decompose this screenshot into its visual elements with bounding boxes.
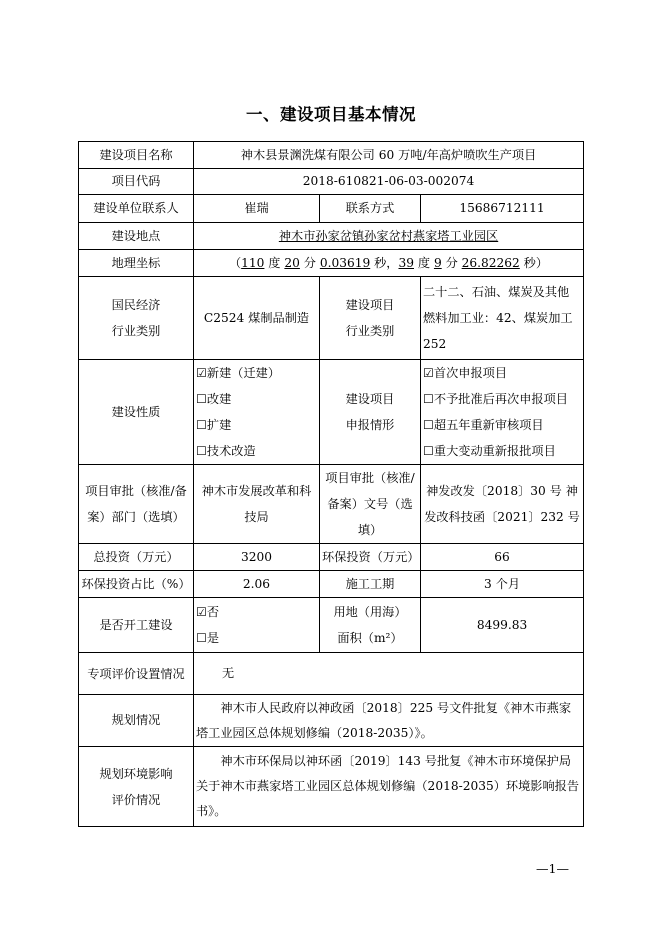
planning-eia-value: 神木市环保局以神环函〔2019〕143 号批复《神木市环境保护局关于神木市燕家塔工业园区总体规划修编（2018-2035）环境影响报告书》。 xyxy=(194,747,584,827)
contact-name: 崔瑞 xyxy=(194,195,320,223)
table-row xyxy=(79,571,584,598)
contact-method-label: 联系方式 xyxy=(320,195,421,223)
checkbox-not-started[interactable]: ☑否 xyxy=(196,605,220,619)
page-title: 一、建设项目基本情况 xyxy=(246,105,416,124)
location-value: 神木市孙家岔镇孙家岔村燕家塔工业园区 xyxy=(194,223,584,250)
checkbox-redeclare[interactable]: ☐不予批准后再次申报项目 xyxy=(423,392,568,406)
industry-category-value: 二十二、石油、煤炭及其他燃料加工业：42、煤炭加工 252 xyxy=(421,277,584,360)
coordinates-label: 地理坐标 xyxy=(79,250,194,277)
contact-label: 建设单位联系人 xyxy=(79,195,194,223)
checkbox-started[interactable]: ☐是 xyxy=(196,631,220,645)
table-row xyxy=(79,169,584,195)
table-row xyxy=(79,465,584,544)
total-investment-label: 总投资（万元） xyxy=(79,544,194,571)
table-row xyxy=(79,223,584,250)
nature-label: 建设性质 xyxy=(79,360,194,465)
planning-label: 规划情况 xyxy=(79,695,194,747)
approval-doc-value: 神发改发〔2018〕30 号 神发改科技函〔2021〕232 号 xyxy=(421,465,584,544)
project-name-label: 建设项目名称 xyxy=(79,142,194,169)
project-name-value: 神木县景渊洗煤有限公司 60 万吨/年高炉喷吹生产项目 xyxy=(194,142,584,169)
industry-label: 国民经济 行业类别 xyxy=(79,277,194,360)
checkbox-tech-upgrade[interactable]: ☐技术改造 xyxy=(196,444,256,458)
contact-phone: 15686712111 xyxy=(421,195,584,223)
env-ratio-label: 环保投资占比（%） xyxy=(79,571,194,598)
approval-doc-label: 项目审批（核准/备案）文号（选填） xyxy=(320,465,421,544)
construction-period-label: 施工工期 xyxy=(320,571,421,598)
page-number: —1— xyxy=(536,861,569,876)
checkbox-new[interactable]: ☑新建（迁建） xyxy=(196,366,281,380)
table-row xyxy=(79,195,584,223)
started-label: 是否开工建设 xyxy=(79,598,194,653)
checkbox-rebuild[interactable]: ☐改建 xyxy=(196,392,232,406)
coordinates-value: （110 度 20 分 0.03619 秒，39 度 9 分 26.82262 秒） xyxy=(194,250,584,277)
table-row xyxy=(79,598,584,653)
construction-period-value: 3 个月 xyxy=(421,571,584,598)
table-row xyxy=(79,747,584,827)
table-row xyxy=(79,142,584,169)
table-row xyxy=(79,653,584,695)
table-row xyxy=(79,360,584,465)
project-code-label: 项目代码 xyxy=(79,169,194,195)
total-investment-value: 3200 xyxy=(194,544,320,571)
declare-label: 建设项目 申报情形 xyxy=(320,360,421,465)
approval-dept-value: 神木市发展改革和科技局 xyxy=(194,465,320,544)
industry-category-label: 建设项目 行业类别 xyxy=(320,277,421,360)
planning-eia-label: 规划环境影响 评价情况 xyxy=(79,747,194,827)
nature-options xyxy=(194,360,320,465)
table-row xyxy=(79,544,584,571)
land-area-value: 8499.83 xyxy=(421,598,584,653)
declare-options xyxy=(421,360,584,465)
env-investment-value: 66 xyxy=(421,544,584,571)
started-options xyxy=(194,598,320,653)
industry-value: C2524 煤制品制造 xyxy=(194,277,320,360)
approval-dept-label: 项目审批（核准/备案）部门（选填） xyxy=(79,465,194,544)
env-investment-label: 环保投资（万元） xyxy=(320,544,421,571)
special-eval-value: 无 xyxy=(194,653,584,695)
checkbox-five-year-review[interactable]: ☐超五年重新审核项目 xyxy=(423,418,544,432)
table-row xyxy=(79,250,584,277)
special-eval-label: 专项评价设置情况 xyxy=(79,653,194,695)
checkbox-expand[interactable]: ☐扩建 xyxy=(196,418,232,432)
land-area-label: 用地（用海） 面积（m²） xyxy=(320,598,421,653)
env-ratio-value: 2.06 xyxy=(194,571,320,598)
planning-value: 神木市人民政府以神政函〔2018〕225 号文件批复《神木市燕家塔工业园区总体规划修编（2018-2035）》。 xyxy=(194,695,584,747)
location-label: 建设地点 xyxy=(79,223,194,250)
checkbox-major-change[interactable]: ☐重大变动重新报批项目 xyxy=(423,444,556,458)
table-row xyxy=(79,695,584,747)
project-info-table xyxy=(78,141,584,827)
checkbox-first-declare[interactable]: ☑首次申报项目 xyxy=(423,366,508,380)
table-row xyxy=(79,277,584,360)
project-code-value: 2018-610821-06-03-002074 xyxy=(194,169,584,195)
